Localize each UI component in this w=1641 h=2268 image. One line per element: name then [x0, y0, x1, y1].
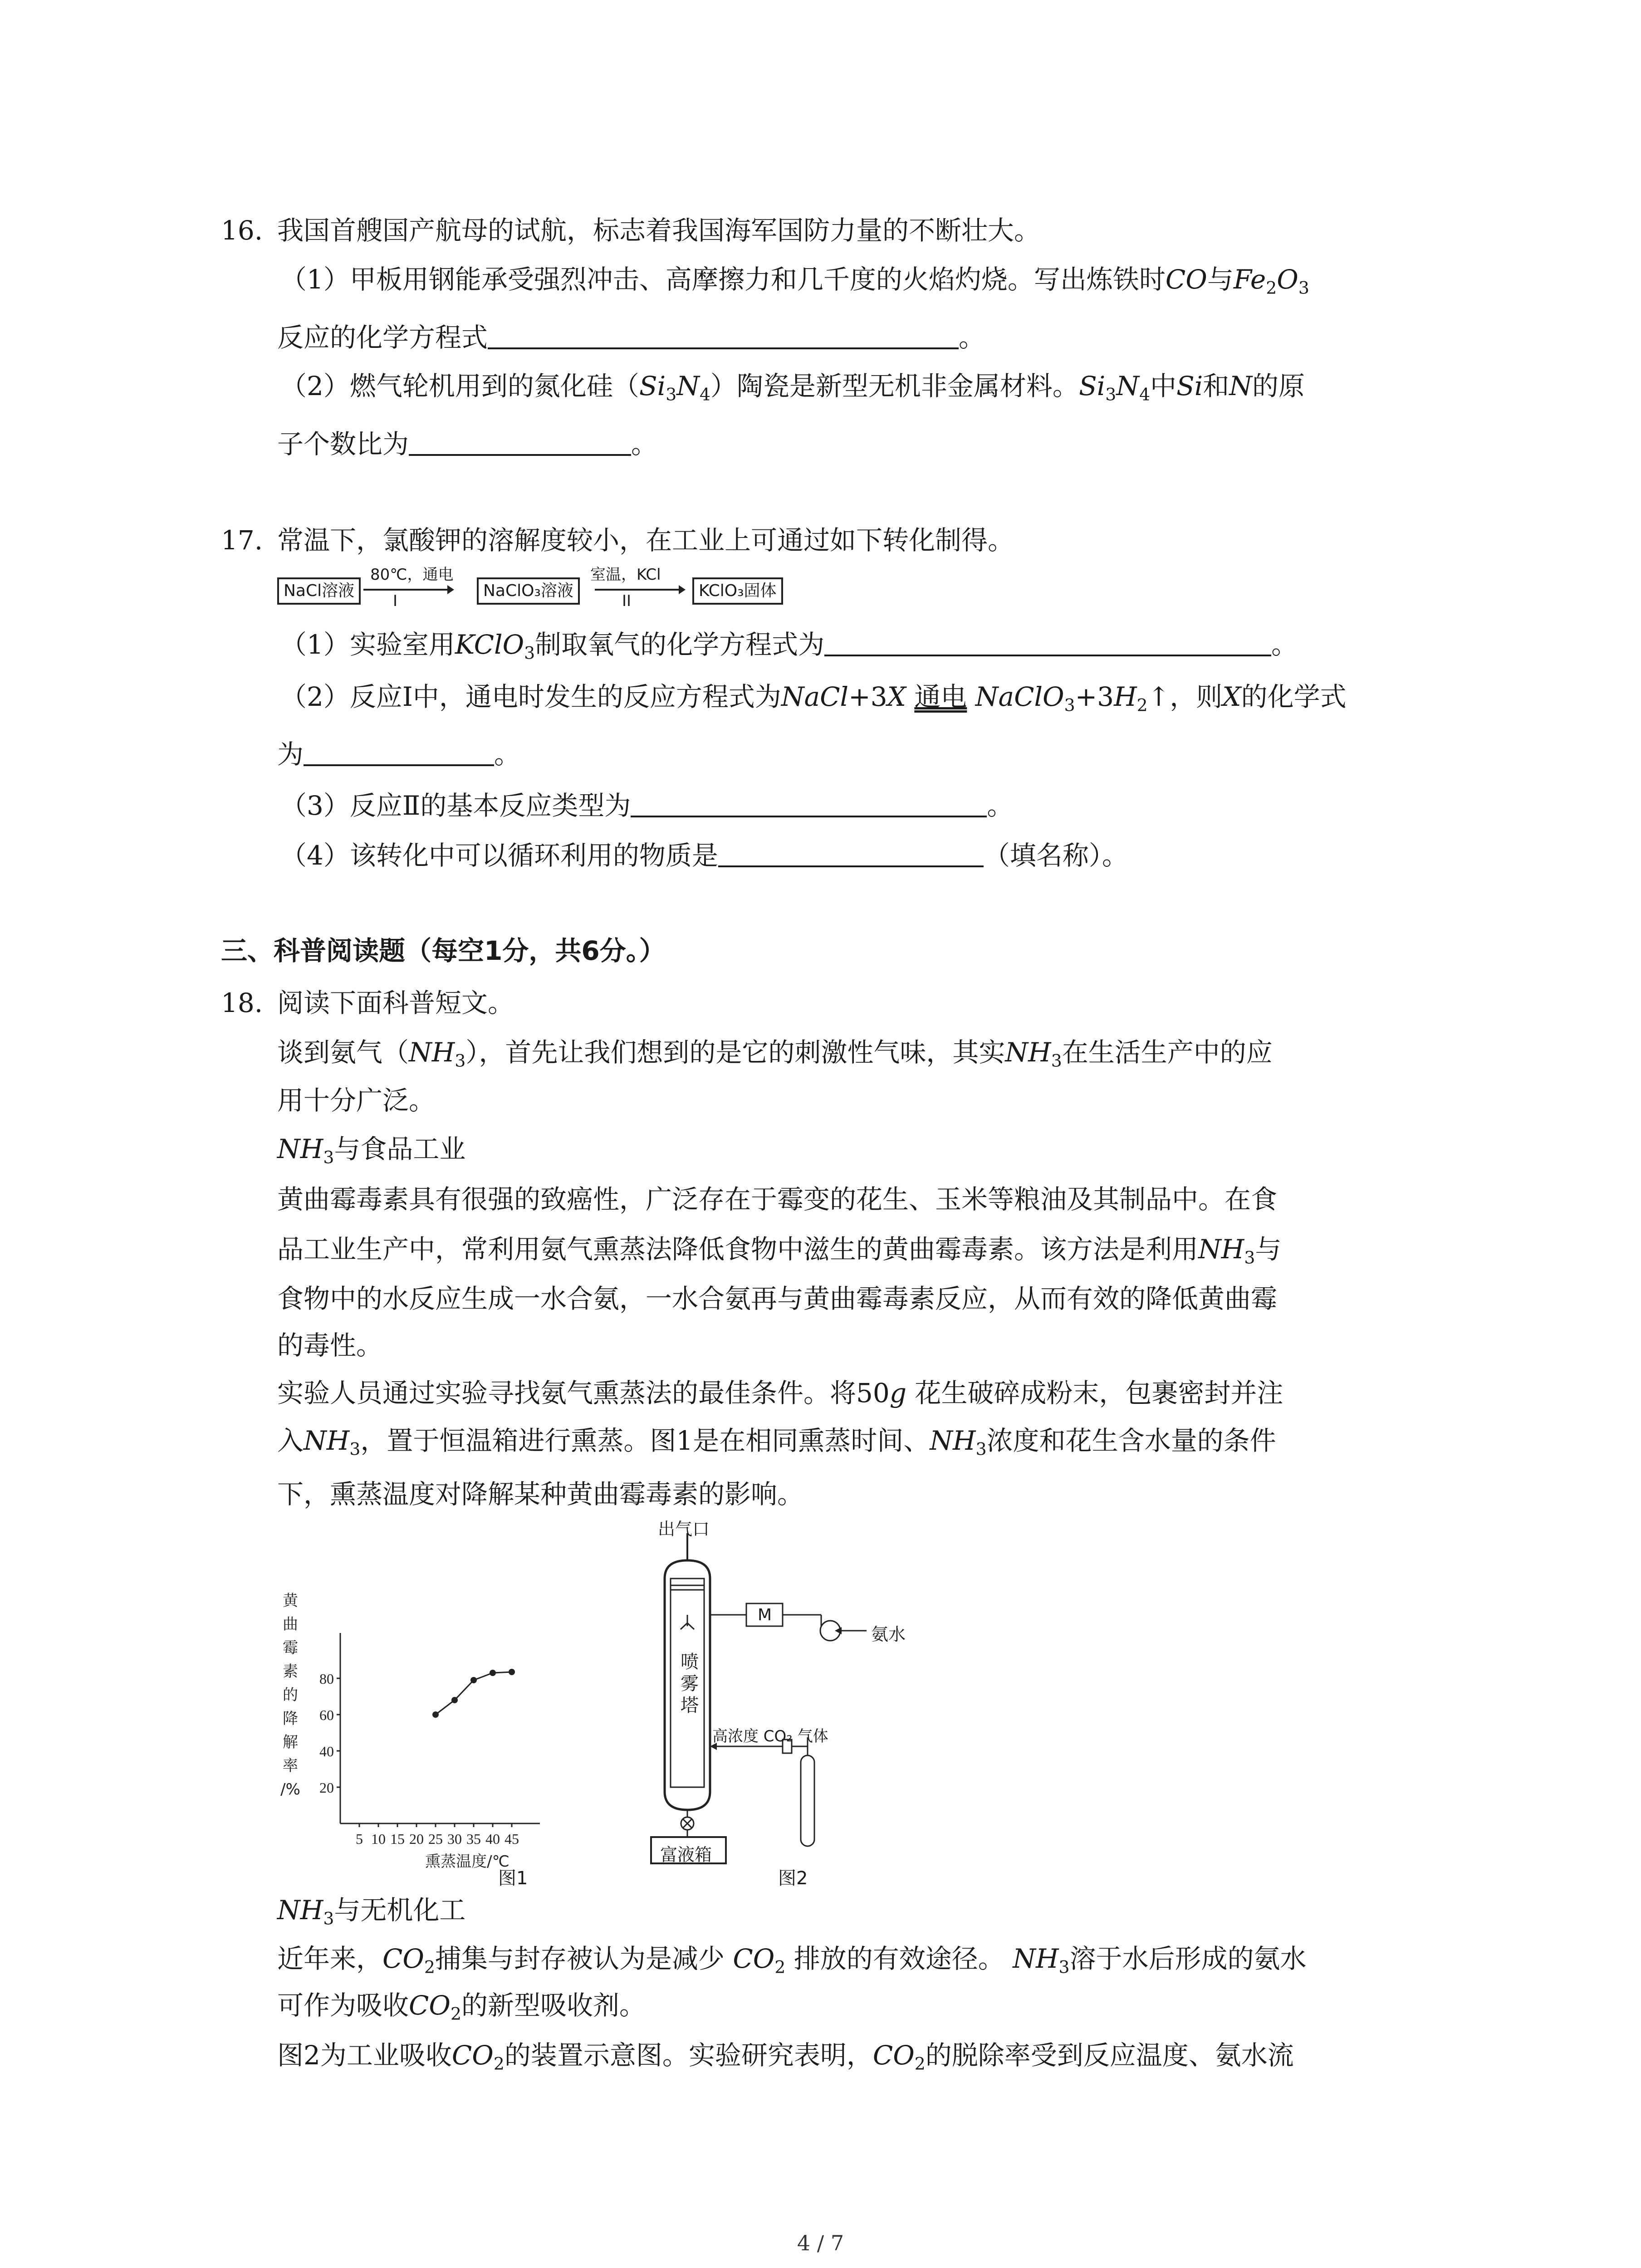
y-axis-label-char: /%	[280, 1780, 300, 1799]
q17-part3: （3）反应Ⅱ的基本反应类型为 。	[280, 790, 1014, 821]
q16-part2-line1: （2）燃气轮机用到的氮化硅$(Si_3N_4)$陶瓷是新型无机非金属材料。$Si_3N_4$中Si和N的原	[280, 371, 1305, 405]
x-tick-label: 10	[371, 1831, 386, 1847]
figure1-caption: 图1	[498, 1868, 528, 1889]
q18-para3-line2: 可作为吸收$CO_2$的新型吸收剂。	[277, 1990, 646, 2024]
q17-number: 17.	[221, 525, 263, 556]
flow-arrow1-bottom: I	[393, 592, 398, 610]
q17-part2-line1: （2）反应Ⅰ中，通电时发生的反应方程式为NaCl+3X 通电 $NaClO_3+3H_2↑$，则X的化学式	[280, 681, 1347, 715]
data-point	[451, 1697, 458, 1703]
x-tick-label: 45	[505, 1831, 519, 1847]
answer-blank[interactable]	[304, 738, 494, 766]
flow-arrow2-top: 室温，KCl	[590, 566, 661, 584]
q18-stem: 阅读下面科普短文。	[277, 987, 514, 1018]
q18-intro-line1: 谈到氨气$(NH_3)$，首先让我们想到的是它的刺激性气味，其实$NH_3$在生活生产中的应	[277, 1037, 1273, 1071]
x-tick-label: 15	[390, 1831, 405, 1847]
q16-number: 16.	[221, 215, 263, 246]
q17-flow-diagram	[277, 565, 867, 619]
x-tick-label: 35	[466, 1831, 481, 1847]
q18-heading-food: $NH_3$与食品工业	[277, 1134, 466, 1168]
x-tick-label: 40	[485, 1831, 500, 1847]
page-number: 4 / 7	[797, 2231, 844, 2255]
q18-para2-line3: 下，熏蒸温度对降解某种黄曲霉毒素的影响。	[277, 1479, 804, 1510]
q18-para4-line1: 图2为工业吸收$CO_2$的装置示意图。实验研究表明，$CO_2$的脱除率受到反应温度、氨水流	[277, 2040, 1294, 2074]
y-axis-label-char: 率	[283, 1757, 298, 1775]
q18-para3-line1: 近年来，$CO_2$捕集与封存被认为是减少 $CO_2$ 排放的有效途径。 $NH_3$溶于水后形成的氨水	[277, 1943, 1307, 1977]
q16-part2-line2: 子个数比为 。	[277, 429, 658, 459]
co2-gas-label: 高浓度 CO₂ 气体	[712, 1727, 828, 1745]
y-axis-label-char: 素	[283, 1662, 298, 1681]
x-tick-label: 20	[409, 1831, 424, 1847]
q18-heading-chem: $NH_3$与无机化工	[277, 1895, 466, 1929]
answer-blank[interactable]	[488, 321, 959, 349]
data-point	[432, 1711, 439, 1718]
x-tick-label: 25	[428, 1831, 443, 1847]
q18-para1-line4: 的毒性。	[277, 1330, 383, 1361]
q18-para1-line2: 品工业生产中，常利用氨气熏蒸法降低食物中滋生的黄曲霉毒素。该方法是利用$NH_3$与	[277, 1234, 1282, 1268]
flow-box-kclo3: KClO₃固体	[692, 577, 783, 605]
y-axis-label-char: 降	[283, 1710, 298, 1728]
spray-tower-label	[681, 1651, 699, 1716]
answer-blank[interactable]	[718, 839, 984, 867]
y-tick-label: 80	[319, 1671, 334, 1687]
y-axis-label-char: 曲	[283, 1615, 298, 1633]
q18-para1-line1: 黄曲霉毒素具有很强的致癌性，广泛存在于霉变的花生、玉米等粮油及其制品中。在食	[277, 1184, 1278, 1215]
tower-char: 雾	[681, 1673, 699, 1694]
y-tick-label: 60	[319, 1707, 334, 1723]
tank-label: 富液箱	[660, 1845, 712, 1865]
q18-number: 18.	[221, 987, 263, 1018]
flow-arrow2-bottom: II	[622, 592, 632, 610]
figure1-chart	[272, 1579, 662, 1896]
q17-part4: （4）该转化中可以循环利用的物质是 （填名称）。	[280, 840, 1128, 871]
y-axis-label-char: 霉	[283, 1639, 298, 1657]
q16-part1-line1: （1）甲板用钢能承受强烈冲击、高摩擦力和几千度的火焰灼烧。写出炼铁时CO与$Fe_2O_3$	[280, 264, 1309, 298]
flow-arrow1	[363, 583, 454, 596]
y-axis-label-char: 黄	[283, 1592, 298, 1610]
q17-part2-line2: 为 。	[277, 739, 521, 770]
flow-arrow1-top: 80℃，通电	[370, 566, 454, 584]
q18-para2-line2: 入$NH_3$，置于恒温箱进行熏蒸。图1是在相同熏蒸时间、$NH_3$浓度和花生含水量的条件	[277, 1425, 1276, 1459]
q18-para2-line1: 实验人员通过实验寻找氨气熏蒸法的最佳条件。将50g 花生破碎成粉末，包裹密封并注	[277, 1378, 1283, 1408]
q17-stem: 常温下，氯酸钾的溶解度较小，在工业上可通过如下转化制得。	[277, 525, 1014, 556]
flow-box-naclo3: NaClO₃溶液	[477, 577, 580, 605]
arrow-icon	[835, 1627, 842, 1634]
q17-part1: （1）实验室用KClO$_3$制取氧气的化学方程式为 。	[280, 629, 1298, 663]
q16-stem: 我国首艘国产航母的试航，标志着我国海军国防力量的不断壮大。	[277, 215, 1041, 246]
ammonia-label: 氨水	[871, 1624, 906, 1644]
y-tick-label: 20	[319, 1779, 334, 1796]
y-axis-label-char: 的	[283, 1686, 298, 1704]
answer-blank[interactable]	[409, 428, 631, 456]
data-point	[490, 1670, 496, 1676]
y-tick-label: 40	[319, 1743, 334, 1760]
x-tick-label: 5	[356, 1831, 363, 1847]
q16-part1-line2: 反应的化学方程式 。	[277, 322, 985, 353]
y-axis-label-char: 解	[283, 1733, 298, 1751]
data-point	[470, 1677, 477, 1683]
answer-blank[interactable]	[631, 789, 987, 817]
q18-intro-line2: 用十分广泛。	[277, 1085, 436, 1116]
pump-box-label: M	[758, 1606, 772, 1624]
tower-char: 塔	[681, 1695, 699, 1716]
outlet-label: 出气口	[658, 1519, 710, 1539]
answer-blank[interactable]	[824, 628, 1271, 656]
figure2-caption: 图2	[778, 1868, 808, 1889]
x-tick-label: 30	[447, 1831, 462, 1847]
section-title: 三、科普阅读题（每空1分，共6分。）	[221, 935, 666, 966]
flow-box-nacl: NaCl溶液	[277, 577, 361, 605]
tower-char: 喷	[681, 1652, 699, 1672]
data-point	[509, 1669, 515, 1675]
x-axis-label: 熏蒸温度/℃	[425, 1853, 509, 1871]
q18-para1-line3: 食物中的水反应生成一水合氨，一水合氨再与黄曲霉毒素反应，从而有效的降低黄曲霉	[277, 1283, 1278, 1314]
co2-cylinder	[801, 1755, 814, 1846]
flow-arrow2	[595, 583, 686, 596]
